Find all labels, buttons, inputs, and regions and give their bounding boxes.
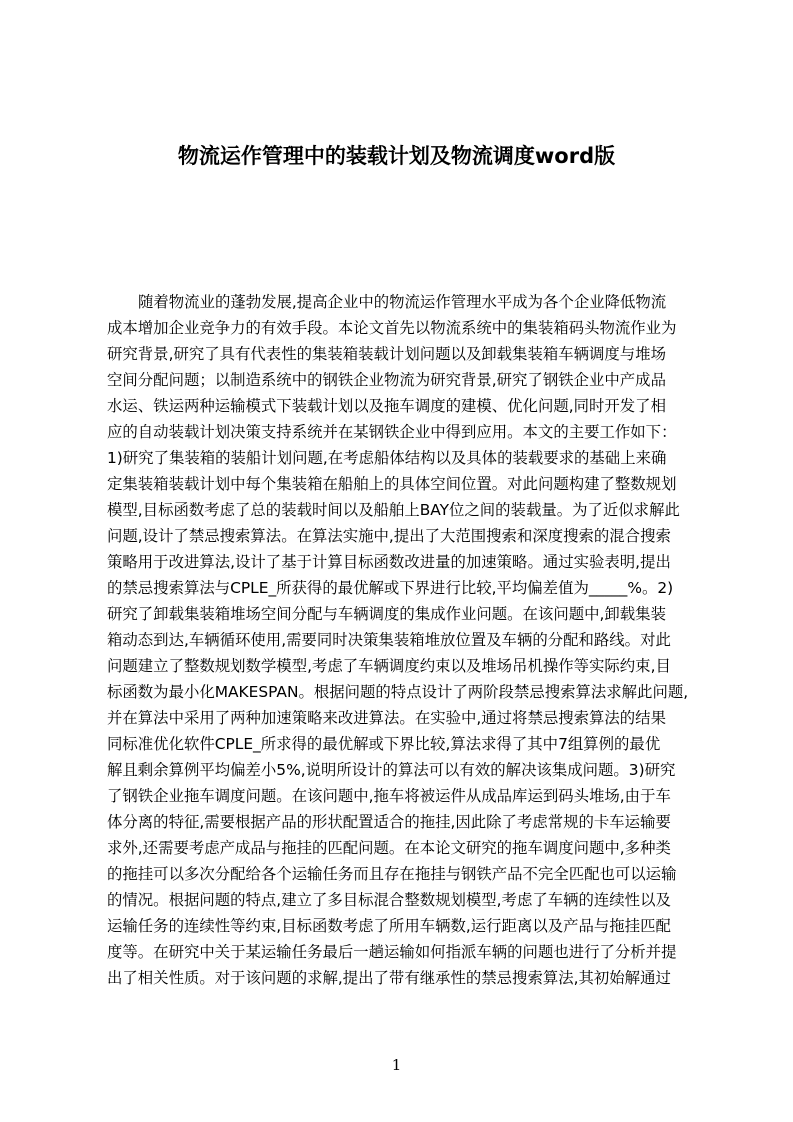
body-line: 出了相关性质。对于该问题的求解,提出了带有继承性的禁忌搜索算法,其初始解通过 — [107, 969, 671, 987]
body-line: 研究背景,研究了具有代表性的集装箱装载计划问题以及卸载集装箱车辆调度与堆场 — [107, 345, 666, 363]
body-line: 度等。在研究中关于某运输任务最后一趟运输如何指派车辆的问题也进行了分析并提 — [107, 943, 677, 961]
body-line: 应的自动装载计划决策支持系统并在某钢铁企业中得到应用。本文的主要工作如下： — [107, 423, 677, 441]
body-line: 成本增加企业竞争力的有效手段。本论文首先以物流系统中的集装箱码头物流作业为 — [107, 319, 677, 337]
body-line: 空间分配问题；以制造系统中的钢铁企业物流为研究背景,研究了钢铁企业中产成品 — [107, 371, 666, 389]
body-line: 求外,还需要考虑产成品与拖挂的匹配问题。在本论文研究的拖车调度问题中,多种类 — [107, 839, 671, 857]
body-line: 的拖挂可以多次分配给各个运输任务而且存在拖挂与钢铁产品不完全匹配也可以运输 — [107, 865, 677, 883]
body-line: 箱动态到达,车辆循环使用,需要同时决策集装箱堆放位置及车辆的分配和路线。对此 — [107, 631, 671, 649]
body-line: 运输任务的连续性等约束,目标函数考虑了所用车辆数,运行距离以及产品与拖挂匹配 — [107, 917, 671, 935]
body-line: 模型,目标函数考虑了总的装载时间以及船舶上BAY位之间的装载量。为了近似求解此 — [107, 501, 680, 519]
body-line: 的禁忌搜索算法与CPLE_所获得的最优解或下界进行比较,平均偏差值为_____%。2) — [107, 579, 674, 597]
body-line: 研究了卸载集装箱堆场空间分配与车辆调度的集成作业问题。在该问题中,卸载集装 — [107, 605, 666, 623]
body-line: 问题建立了整数规划数学模型,考虑了车辆调度约束以及堆场吊机操作等实际约束,目 — [107, 657, 671, 675]
body-line: 同标准优化软件CPLE_所求得的最优解或下界比较,算法求得了其中7组算例的最优 — [107, 735, 661, 753]
document-body — [107, 289, 700, 991]
body-line: 定集装箱装载计划中每个集装箱在船舶上的具体空间位置。对此问题构建了整数规划 — [107, 475, 677, 493]
document-title: 物流运作管理中的装载计划及物流调度word版 — [177, 144, 616, 168]
body-line: 水运、铁运两种运输模式下装载计划以及拖车调度的建模、优化问题,同时开发了相 — [107, 397, 666, 415]
page-number: 1 — [391, 1056, 402, 1074]
body-line: 1)研究了集装箱的装船计划问题,在考虑船体结构以及具体的装载要求的基础上来确 — [107, 449, 667, 467]
body-line: 体分离的特征,需要根据产品的形状配置适合的拖挂,因此除了考虑常规的卡车运输要 — [107, 813, 671, 831]
body-line: 随着物流业的蓬勃发展,提高企业中的物流运作管理水平成为各个企业降低物流 — [138, 293, 667, 311]
body-line: 解且剩余算例平均偏差小5%,说明所设计的算法可以有效的解决该集成问题。3)研究 — [107, 761, 676, 779]
body-line: 了钢铁企业拖车调度问题。在该问题中,拖车将被运件从成品库运到码头堆场,由于车 — [107, 787, 671, 805]
body-line: 的情况。根据问题的特点,建立了多目标混合整数规划模型,考虑了车辆的连续性以及 — [107, 891, 671, 909]
body-line: 标函数为最小化MAKESPAN。根据问题的特点设计了两阶段禁忌搜索算法求解此问题, — [107, 683, 689, 701]
body-line: 问题,设计了禁忌搜索算法。在算法实施中,提出了大范围搜索和深度搜索的混合搜索 — [107, 527, 671, 545]
body-line: 策略用于改进算法,设计了基于计算目标函数改进量的加速策略。通过实验表明,提出 — [107, 553, 671, 571]
body-line: 并在算法中采用了两种加速策略来改进算法。在实验中,通过将禁忌搜索算法的结果 — [107, 709, 666, 727]
